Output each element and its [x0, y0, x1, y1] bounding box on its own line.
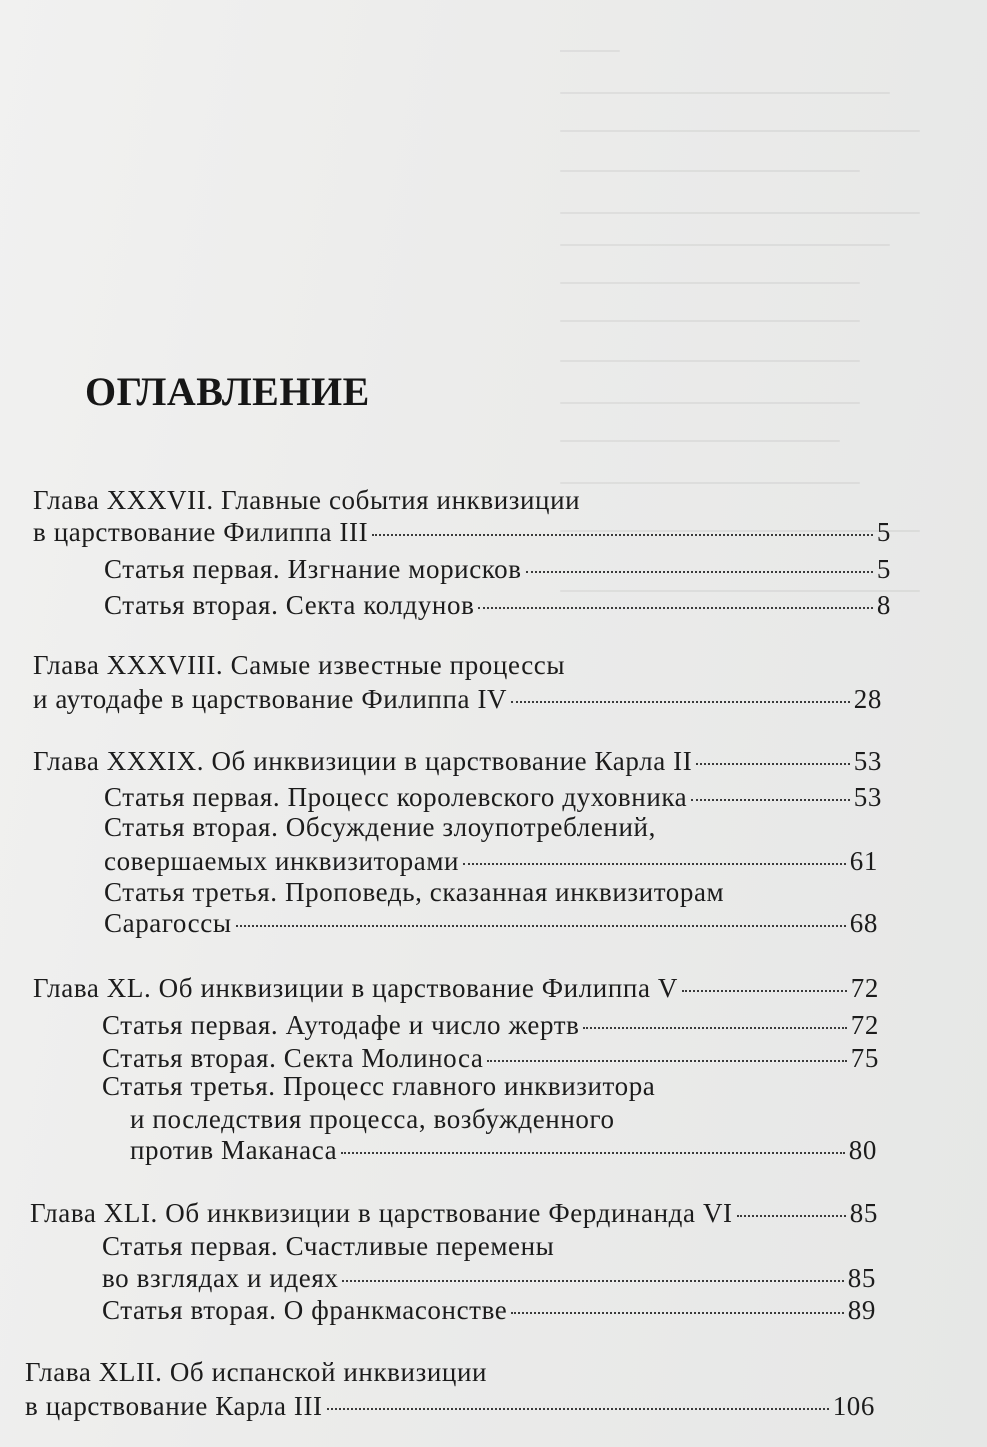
article-entry[interactable] [102, 1262, 876, 1294]
page-number: 53 [853, 782, 882, 812]
dot-leader [737, 1215, 846, 1217]
chapter-entry[interactable] [30, 1197, 878, 1229]
chapter-title: в царствование Карла III [25, 1391, 323, 1421]
article-title-line: Статья третья. Проповедь, сказанная инквизиторам [104, 877, 725, 907]
article-title: Статья вторая. О франкмасонстве [102, 1295, 508, 1325]
page-number: 5 [876, 517, 891, 547]
article-title: против Маканаса [130, 1135, 338, 1165]
chapter-title: в царствование Филиппа III [33, 517, 369, 547]
article-title-line: и последствия процесса, возбужденного [130, 1104, 615, 1134]
page-number: 85 [847, 1263, 876, 1293]
dot-leader [236, 925, 846, 927]
page-number: 61 [849, 846, 878, 876]
page-number: 53 [853, 746, 882, 776]
page-number: 85 [849, 1198, 878, 1228]
chapter-entry[interactable] [33, 683, 882, 715]
dot-leader [342, 1280, 843, 1282]
page-number: 28 [853, 684, 882, 714]
article-title: совершаемых инквизиторами [104, 846, 460, 876]
dot-leader [691, 799, 850, 801]
chapter-title: и аутодафе в царствование Филиппа IV [33, 684, 508, 714]
chapter-title: Глава XXXIX. Об инквизиции в царствование Карла II [33, 746, 693, 776]
dot-leader [511, 701, 850, 703]
dot-leader [478, 607, 872, 609]
dot-leader [696, 763, 849, 765]
article-entry[interactable] [102, 1294, 876, 1326]
article-title-line: Статья третья. Процесс главного инквизитора [102, 1071, 656, 1101]
chapter-title: Глава XL. Об инквизиции в царствование Филиппа V [33, 973, 678, 1003]
page-number: 72 [850, 1010, 879, 1040]
article-title-line: Статья первая. Счастливые перемены [102, 1231, 555, 1261]
chapter-title-line: Глава XXXVIII. Самые известные процессы [33, 650, 566, 680]
page-number: 89 [847, 1295, 876, 1325]
dot-leader [682, 990, 847, 992]
dot-leader [511, 1312, 843, 1314]
article-title: Сарагоссы [104, 908, 232, 938]
dot-leader [341, 1152, 845, 1154]
page-number: 5 [876, 554, 891, 584]
article-entry[interactable] [104, 589, 891, 621]
article-entry[interactable] [104, 907, 878, 939]
page-number: 8 [876, 590, 891, 620]
chapter-entry[interactable] [25, 1390, 875, 1422]
chapter-entry[interactable] [33, 745, 882, 777]
dot-leader [487, 1060, 846, 1062]
page-number: 72 [850, 973, 879, 1003]
chapter-title-line: Глава XXXVII. Главные события инквизиции [33, 485, 581, 515]
dot-leader [372, 534, 873, 536]
dot-leader [583, 1027, 846, 1029]
article-entry[interactable] [104, 553, 891, 585]
article-entry[interactable] [102, 1009, 879, 1041]
article-title-line: Статья вторая. Обсуждение злоупотреблений, [104, 812, 656, 842]
dot-leader [327, 1408, 829, 1410]
chapter-title-line: Глава XLII. Об испанской инквизиции [25, 1357, 488, 1387]
chapter-title: Глава XLI. Об инквизиции в царствование Фердинанда VI [30, 1198, 733, 1228]
page-number: 68 [849, 908, 878, 938]
article-title: Статья первая. Аутодафе и число жертв [102, 1010, 580, 1040]
page-number: 106 [832, 1391, 875, 1421]
page-number: 75 [850, 1043, 879, 1073]
page-title: ОГЛАВЛЕНИЕ [85, 369, 370, 414]
article-entry[interactable] [130, 1134, 877, 1166]
article-title: во взглядах и идеях [102, 1263, 339, 1293]
dot-leader [526, 571, 873, 573]
article-title: Статья первая. Изгнание морисков [104, 554, 522, 584]
article-entry[interactable] [104, 845, 878, 877]
page-number: 80 [848, 1135, 877, 1165]
dot-leader [463, 863, 846, 865]
chapter-entry[interactable] [33, 516, 891, 548]
article-title: Статья первая. Процесс королевского духовника [104, 782, 688, 812]
article-entry[interactable] [104, 781, 882, 813]
article-title: Статья вторая. Секта Молиноса [102, 1043, 484, 1073]
chapter-entry[interactable] [33, 972, 879, 1004]
article-title: Статья вторая. Секта колдунов [104, 590, 475, 620]
